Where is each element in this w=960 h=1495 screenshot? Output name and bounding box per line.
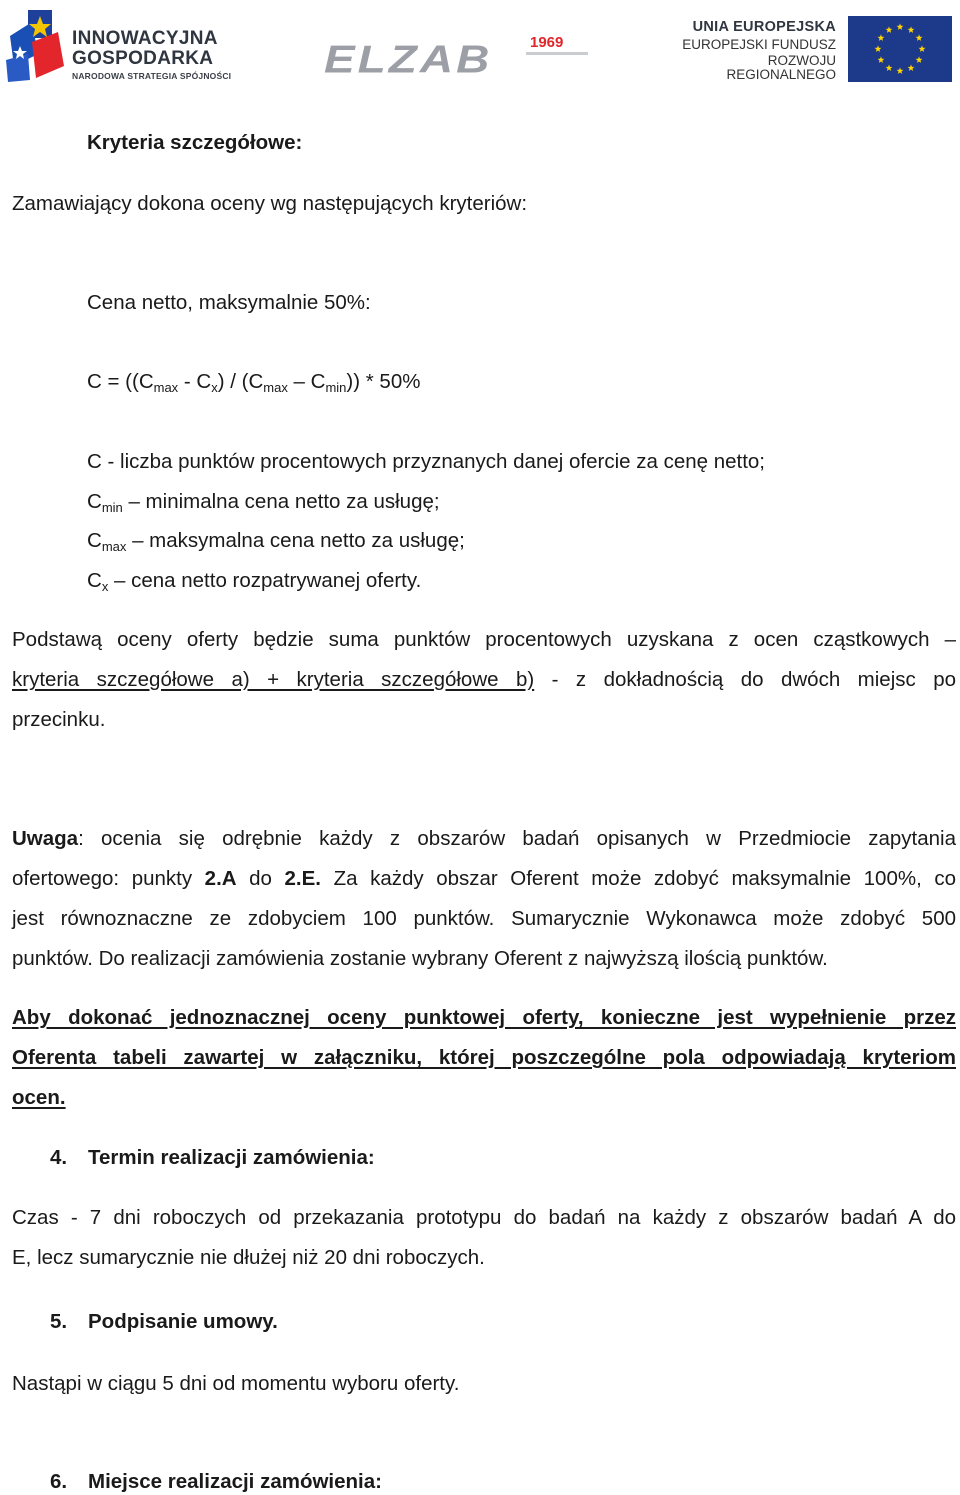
scoring-basis-paragraph: [12, 620, 956, 740]
note-paragraph: [12, 819, 956, 979]
section-4-line2: E, lecz sumarycznie nie dłużej niż 20 dni roboczych.: [12, 1246, 485, 1269]
page-header: [0, 0, 960, 92]
logo-left-line1: INNOWACYJNA: [72, 28, 218, 49]
section-4-line1: Czas - 7 dni roboczych od przekazania prototypu do badań na każdy z obszarów badań A do: [12, 1206, 956, 1229]
eu-flag-icon: [848, 16, 952, 82]
logo-left-line2: GOSPODARKA: [72, 48, 214, 69]
definition-cmax: $C_{max}$ – maksymalna cena netto za usługę;: [87, 529, 465, 554]
emphasis-line1: Aby dokonać jednoznacznej oceny punktowej oferty, konieczne jest wypełnienie przez: [12, 1006, 956, 1029]
section-6-heading: [50, 1470, 382, 1495]
section-5-number: 5.: [50, 1310, 68, 1333]
elzab-wordmark: ELZAB: [324, 36, 493, 82]
logo-right-line2: EUROPEJSKI FUNDUSZ: [682, 36, 836, 52]
price-criterion-label: Cena netto, maksymalnie 50%:: [87, 291, 371, 314]
definition-cx: $C_x$ – cena netto rozpatrywanej oferty.: [87, 569, 422, 594]
logo-left-line3: NARODOWA STRATEGIA SPÓJNOŚCI: [72, 71, 232, 81]
scoring-basis-line1: Podstawą oceny oferty będzie suma punktów procentowych uzyskana z ocen cząstkowych –: [12, 628, 956, 651]
elzab-accent-bar: [526, 52, 588, 55]
definition-c: C - liczba punktów procentowych przyznanych danej ofercie za cenę netto;: [87, 450, 766, 473]
note-line1: Uwaga: ocenia się odrębnie każdy z obszarów badań opisanych w Przedmiocie zapytania: [12, 827, 956, 850]
logo-right-line3: ROZWOJU REGIONALNEGO: [726, 53, 836, 82]
logo-right-line1: UNIA EUROPEJSKA: [692, 19, 836, 35]
note-line3: jest równoznaczne ze zdobyciem 100 punktów. Sumarycznie Wykonawca może zdobyć 500: [12, 907, 956, 930]
section-4-title: Termin realizacji zamówienia:: [88, 1146, 375, 1169]
section-6-number: 6.: [50, 1470, 68, 1493]
criteria-heading: Kryteria szczegółowe:: [87, 131, 303, 154]
section-5-heading: [50, 1310, 278, 1335]
elzab-year: 1969: [530, 34, 564, 51]
section-5-text: Nastąpi w ciągu 5 dni od momentu wyboru oferty.: [12, 1372, 460, 1395]
note-line2: ofertowego: punkty 2.A do 2.E. Za każdy obszar Oferent może zdobyć maksymalnie 100%, co: [12, 867, 956, 890]
section-4-number: 4.: [50, 1146, 68, 1169]
definition-cmin: $C_{min}$ – minimalna cena netto za usługę;: [87, 490, 440, 515]
emphasis-line2: Oferenta tabeli zawartej w załączniku, której poszczególne pola odpowiadają kryteriom: [12, 1046, 956, 1069]
intro-text: Zamawiający dokona oceny wg następujących kryteriów:: [12, 192, 528, 215]
innowacyjna-gospodarka-mark-icon: [6, 8, 66, 82]
note-line4: punktów. Do realizacji zamówienia zostanie wybrany Oferent z najwyższą ilością punktów.: [12, 947, 828, 970]
innowacyjna-gospodarka-logo: [6, 8, 242, 82]
price-formula: $C = ((C_{max} - C_x) / (C_{max} - C_{min})) * 50\%$: [87, 370, 421, 395]
scoring-basis-line3: przecinku.: [12, 708, 106, 731]
emphasis-paragraph: [12, 998, 956, 1118]
section-4-heading: [50, 1146, 375, 1171]
emphasis-line3: ocen.: [12, 1086, 66, 1109]
scoring-basis-line2: kryteria szczegółowe a) + kryteria szczegółowe b) - z dokładnością do dwóch miejsc po: [12, 668, 956, 691]
section-6-title: Miejsce realizacji zamówienia:: [88, 1470, 382, 1493]
eu-logo: [656, 16, 952, 82]
section-5-title: Podpisanie umowy.: [88, 1310, 278, 1333]
section-4-paragraph: [12, 1198, 956, 1278]
elzab-logo: [322, 30, 592, 86]
